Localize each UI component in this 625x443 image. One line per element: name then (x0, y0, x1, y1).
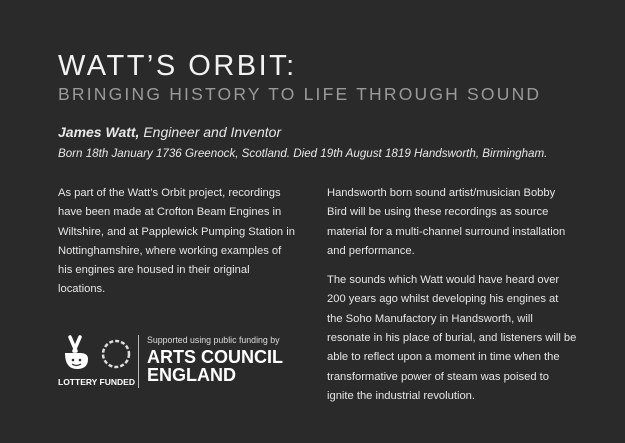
arts-council-england-wordmark (147, 348, 283, 384)
lottery-funded-label: LOTTERY FUNDED (58, 377, 135, 387)
person-heading (58, 124, 281, 140)
ace-line-1: ARTS COUNCIL (147, 347, 283, 367)
person-name: James Watt, (58, 124, 140, 140)
ace-line-2: ENGLAND (147, 365, 236, 385)
page-subtitle: BRINGING HISTORY TO LIFE THROUGH SOUND (58, 84, 542, 104)
page-title: WATT’S ORBIT: (58, 50, 297, 82)
supported-text: Supported using public funding by (147, 335, 280, 345)
logo-divider (138, 335, 139, 388)
person-dates: Born 18th January 1736 Greenock, Scotland. Died 19th August 1819 Handsworth, Birmingham. (58, 147, 548, 160)
paragraph: As part of the Watt’s Orbit project, recordings have been made at Crofton Beam Engines in Wiltshire, and at Papplewick Pumping Station in Nottinghamshire, where working examples of his engines are housed in their original locations. (58, 187, 295, 296)
paragraph: The sounds which Watt would have heard over 200 years ago whilst developing his engines at the Soho Manufactory in Handsworth, will resonate in his place of burial, and listeners will be able to reflect upon a moment in time when the transformative power of steam was poised to ignite the industrial revolution. (327, 274, 577, 402)
right-column (327, 184, 577, 416)
left-column (58, 184, 298, 310)
paragraph: Handsworth born sound artist/musician Bobby Bird will be using these recordings as source material for a multi-channel surround installation and performance. (327, 187, 566, 257)
lottery-crossed-fingers-icon (62, 335, 92, 373)
person-role: Engineer and Inventor (139, 124, 282, 140)
arts-council-ring-logo (98, 336, 134, 372)
